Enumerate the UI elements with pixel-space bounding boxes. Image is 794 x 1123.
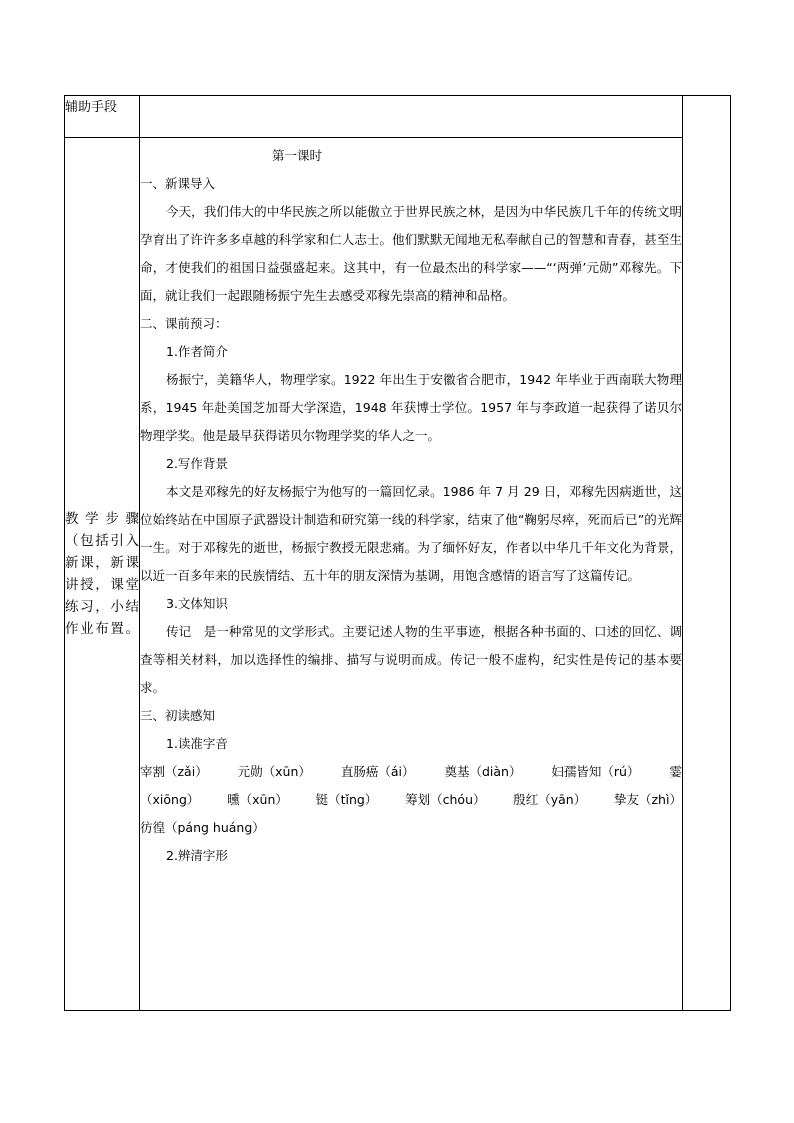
steps-row [65, 138, 731, 1011]
steps-label-line: 教 学 步 骤 [65, 511, 139, 527]
genre-paragraph: 传记 是一种常见的文学形式。主要记述人物的生平事迹，根据各种书面的、口述的回忆、调查等相关材料，加以选择性的编排、描写与说明而成。传记一般不虚构，纪实性是传记的基本要求。 [140, 624, 682, 695]
section-heading-intro: 一、新课导入 [140, 176, 216, 191]
steps-label-line: 作业布置。 [65, 621, 139, 637]
pinyin-item: 筹划（chóu） [405, 792, 486, 807]
section-heading-reading: 三、初读感知 [140, 708, 216, 723]
steps-label-line: 讲授，课堂 [65, 577, 139, 593]
genre-title: 3.文体知识 [166, 596, 228, 611]
pinyin-item: （xiōng） [140, 792, 200, 807]
pinyin-item: 霎 [669, 764, 682, 779]
pinyin-item: 铤（tǐng） [315, 792, 378, 807]
aids-row [65, 96, 731, 138]
steps-label-line: 练习，小结 [65, 599, 139, 615]
pinyin-item: 挚友（zhì） [613, 792, 682, 807]
steps-content-cell [140, 138, 683, 1011]
lesson-content [140, 138, 682, 1010]
pinyin-row-1 [140, 758, 682, 786]
author-intro-title: 1.作者简介 [166, 344, 228, 359]
extra-column [683, 96, 731, 1011]
aids-label: 辅助手段 [65, 96, 140, 138]
steps-label [65, 138, 140, 1011]
pronunciation-title: 1.读准字音 [166, 736, 228, 751]
pinyin-item: 元勋（xūn） [237, 764, 311, 779]
aids-content-cell [140, 96, 683, 138]
pinyin-item: 曛（xūn） [227, 792, 288, 807]
pinyin-row-2 [140, 786, 682, 814]
section-heading-preview: 二、课前预习： [140, 316, 228, 331]
intro-paragraph: 今天，我们伟大的中华民族之所以能傲立于世界民族之林，是因为中华民族几千年的传统文明孕育出了许许多多卓越的科学家和仁人志士。他们默默无闻地无私奉献自己的智慧和青春，甚至生命，才使我们的祖国日益强盛起来。这其中，有一位最杰出的科学家——“‘两弹’元勋”邓稼先。下面，就让我们一起跟随杨振宁先生去感受邓稼先崇高的精神和品格。 [140, 204, 682, 303]
pinyin-item: 宰割（zǎi） [140, 764, 208, 779]
lesson-plan-table [64, 95, 731, 1011]
pinyin-item: 妇孺皆知（rú） [551, 764, 640, 779]
background-title: 2.写作背景 [166, 456, 228, 471]
period-title: 第一课时 [272, 148, 323, 163]
background-paragraph: 本文是邓稼先的好友杨振宁为他写的一篇回忆录。1986 年 7 月 29 日，邓稼先因病逝世，这位始终站在中国原子武器设计制造和研究第一线的科学家，结束了他“鞠躬尽瘁，死而后已”的光辉一生。对于邓稼先的逝世，杨振宁教授无限悲痛。为了缅怀好友，作者以中华几千年文化为背景，以近一百多年来的民族情结、五十年的朋友深情为基调，用饱含感情的语言写了这篇传记。 [140, 484, 682, 583]
pinyin-row-3: 彷徨（páng huáng） [140, 820, 265, 835]
pinyin-item: 奠基（diàn） [444, 764, 522, 779]
glyph-title: 2.辨清字形 [166, 848, 228, 863]
steps-label-line: 新课，新课 [65, 555, 139, 571]
steps-label-line: （包括引入 [65, 533, 139, 549]
pinyin-item: 直肠癌（ái） [340, 764, 415, 779]
author-intro-paragraph: 杨振宁，美籍华人，物理学家。1922 年出生于安徽省合肥市，1942 年毕业于西南联大物理系，1945 年赴美国芝加哥大学深造，1948 年获博士学位。1957 年与李政道一起获得了诺贝尔物理学奖。他是最早获得诺贝尔物理学奖的华人之一。 [140, 372, 682, 443]
pinyin-item: 殷红（yān） [513, 792, 587, 807]
